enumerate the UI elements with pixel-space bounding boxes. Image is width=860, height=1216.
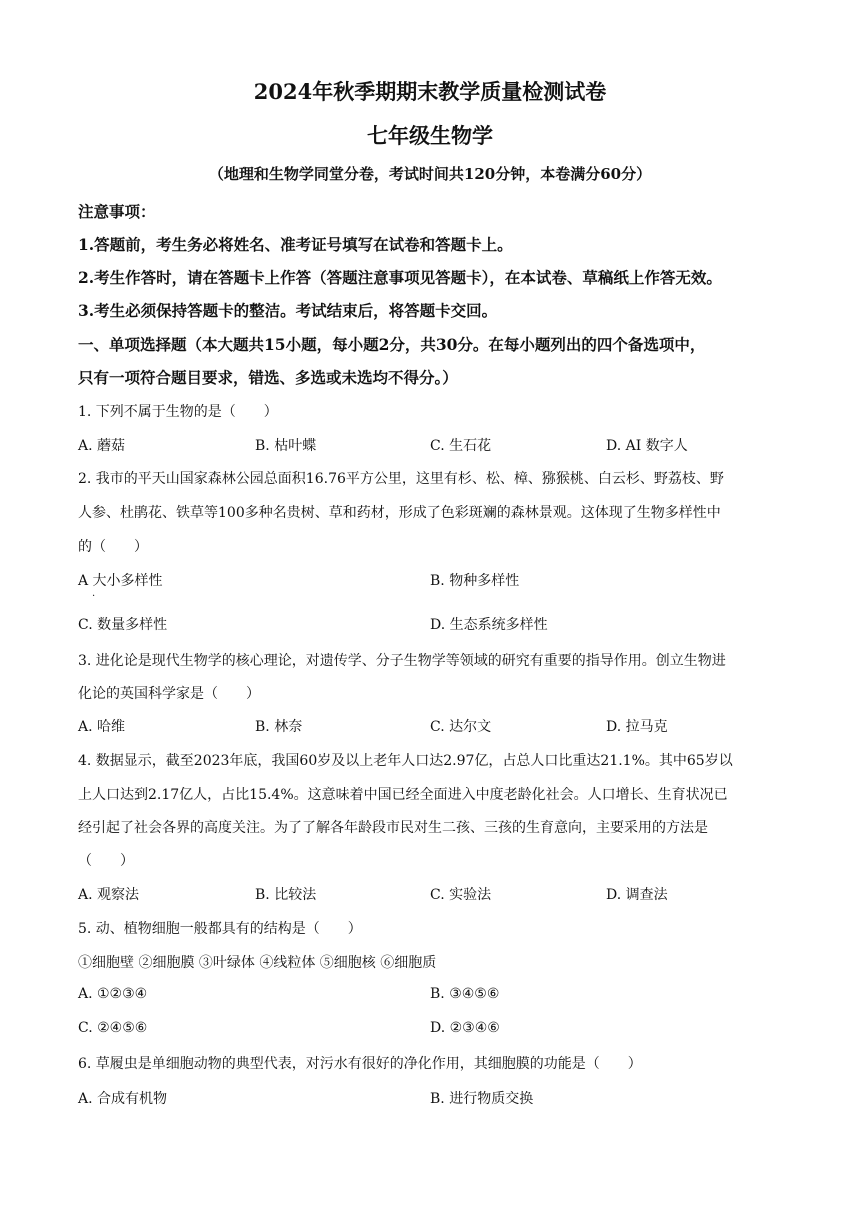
option-c: C. ②④⑤⑥ (78, 1020, 148, 1036)
option-d: D. ②③④⑥ (430, 1020, 500, 1036)
notice-heading: 注意事项： (78, 202, 156, 221)
question-stem: 的（ ） (78, 539, 148, 555)
option-a-mark: . (92, 588, 96, 599)
option-c: C. 数量多样性 (78, 617, 168, 633)
notice-item: 3.考生必须保持答题卡的整洁。考试结束后，将答题卡交回。 (78, 301, 498, 320)
question-stem: 1. 下列不属于生物的是（ ） (78, 404, 278, 420)
option-a: A. 哈维 (78, 719, 126, 735)
question-stem: 化论的英国科学家是（ ） (78, 686, 260, 702)
option-d: D. 生态系统多样性 (430, 617, 548, 633)
option-a: A. ①②③④ (78, 986, 148, 1002)
option-a: A. 观察法 (78, 887, 140, 903)
exam-subject: 七年级生物学 (367, 123, 493, 148)
option-d: D. 调查法 (606, 887, 668, 903)
question-stem: 人参、杜鹃花、铁草等100多种名贵树、草和药材，形成了色彩斑斓的森林景观。这体现了生物多样性中 (78, 505, 721, 521)
option-b: B. 物种多样性 (430, 573, 520, 589)
question-stem: 经引起了社会各界的高度关注。为了了解各年龄段市民对生二孩、三孩的生育意向，主要采用的方法是 (78, 820, 708, 836)
option-c: C. 生石花 (430, 438, 492, 454)
question-stem: 2. 我市的平天山国家森林公园总面积16.76平方公里，这里有杉、松、樟、猕猴桃、白云杉、野荔枝、野 (78, 471, 724, 487)
option-d: D. AI 数字人 (606, 438, 688, 454)
question-stem: 4. 数据显示，截至2023年底，我国60岁及以上老年人口达2.97亿，占总人口比重达21.1%。其中65岁以 (78, 753, 733, 769)
option-b: B. 枯叶蝶 (255, 438, 317, 454)
question-stem: ①细胞壁 ②细胞膜 ③叶绿体 ④线粒体 ⑤细胞核 ⑥细胞质 (78, 955, 437, 971)
exam-title: 2024年秋季期期末教学质量检测试卷 (253, 79, 607, 104)
option-b: B. 进行物质交换 (430, 1091, 534, 1107)
question-stem: 3. 进化论是现代生物学的核心理论，对遗传学、分子生物学等领域的研究有重要的指导作用。创立生物进 (78, 653, 726, 669)
question-stem: （ ） (78, 853, 134, 869)
option-a: A. 蘑菇 (78, 438, 126, 454)
option-b: B. 林奈 (255, 719, 303, 735)
option-d: D. 拉马克 (606, 719, 668, 735)
section-heading: 只有一项符合题目要求，错选、多选或未选均不得分。） (78, 368, 458, 387)
exam-note: （地理和生物学同堂分卷，考试时间共120分钟，本卷满分60分） (208, 165, 652, 183)
section-heading: 一、单项选择题（本大题共15小题，每小题2分，共30分。在每小题列出的四个备选项中， (78, 335, 706, 354)
option-c: C. 达尔文 (430, 719, 492, 735)
question-stem: 5. 动、植物细胞一般都具有的结构是（ ） (78, 921, 362, 937)
notice-item: 2.考生作答时，请在答题卡上作答（答题注意事项见答题卡），在本试卷、草稿纸上作答无效。 (78, 268, 722, 287)
question-stem: 上人口达到2.17亿人，占比15.4%。这意味着中国已经全面进入中度老龄化社会。人口增长、生育状况已 (78, 787, 728, 803)
notice-item: 1.答题前，考生务必将姓名、准考证号填写在试卷和答题卡上。 (78, 235, 513, 254)
option-c: C. 实验法 (430, 887, 492, 903)
option-a: A 大小多样性 (78, 573, 163, 589)
question-stem: 6. 草履虫是单细胞动物的典型代表，对污水有很好的净化作用，其细胞膜的功能是（ ） (78, 1056, 642, 1072)
option-b: B. 比较法 (255, 887, 317, 903)
option-a: A. 合成有机物 (78, 1091, 168, 1107)
option-b: B. ③④⑤⑥ (430, 986, 500, 1002)
